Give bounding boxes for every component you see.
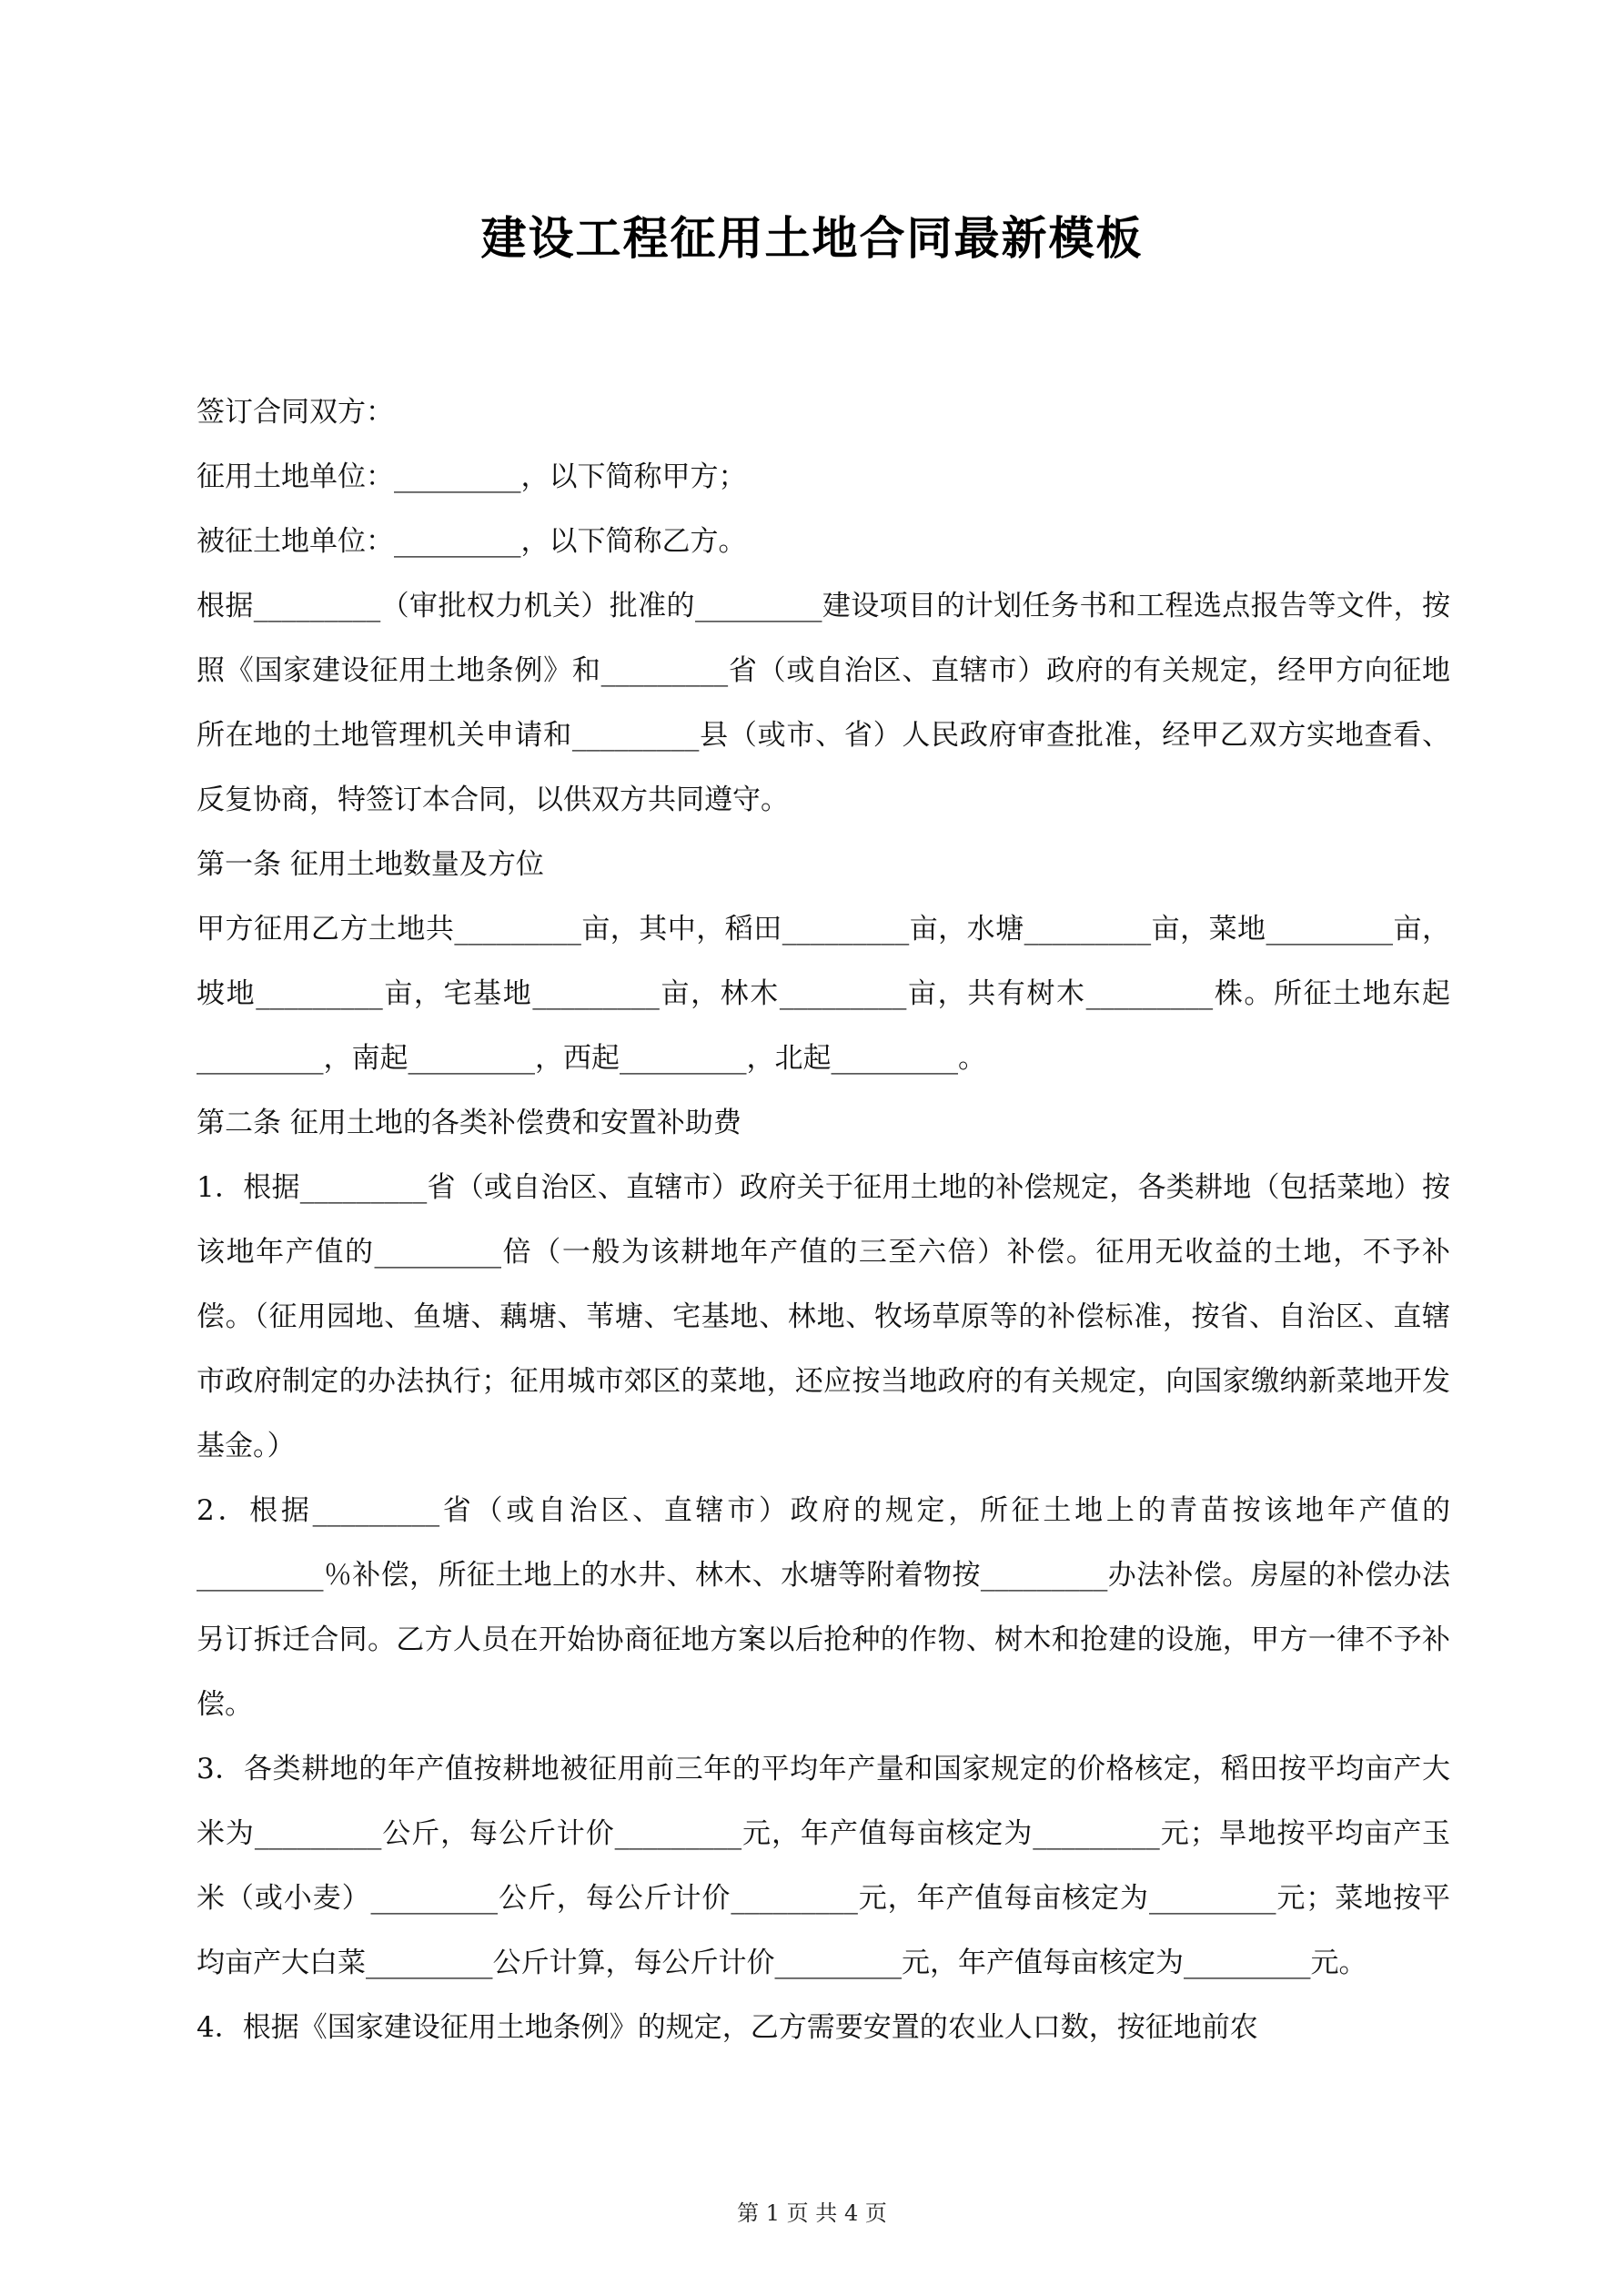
article-1-heading: 第一条 征用土地数量及方位 xyxy=(197,848,544,881)
article-2-clause-4: 4．根据《国家建设征用土地条例》的规定，乙方需要安置的农业人口数，按征地前农 xyxy=(197,2011,1258,2044)
article-2-clause-1: 1．根据_________省（或自治区、直辖市）政府关于征用土地的补偿规定，各类耕地（包括菜地）按该地年产值的_________倍（一般为该耕地年产值的三至六倍）补偿。征用无收益的土地，不予补偿。（征用园地、鱼塘、藕塘、苇塘、宅基地、林地、牧场草原等的补偿标准，按省、自治区、直辖市政府制定的办法执行；征用城市郊区的菜地，还应按当地政府的有关规定，向国家缴纳新菜地开发基金。） xyxy=(197,1171,1450,1462)
article-2-clause-2: 2．根据_________省（或自治区、直辖市）政府的规定，所征土地上的青苗按该地年产值的_________％补偿，所征土地上的水井、林木、水塘等附着物按_________办法补偿。房屋的补偿办法另订拆迁合同。乙方人员在开始协商征地方案以后抢种的作物、树木和抢建的设施，甲方一律不予补偿。 xyxy=(197,1494,1450,1721)
preamble-paragraph: 根据_________（审批权力机关）批准的_________建设项目的计划任务书和工程选点报告等文件，按照《国家建设征用土地条例》和_________省（或自治区、直辖市）政府的有关规定，经甲方向征地所在地的土地管理机关申请和_________县（或市、省）人民政府审查批准，经甲乙双方实地查看、反复协商，特签订本合同，以供双方共同遵守。 xyxy=(197,590,1450,816)
party-a-line: 征用土地单位：_________，以下简称甲方； xyxy=(197,460,747,493)
parties-heading: 签订合同双方： xyxy=(197,396,394,429)
article-1-paragraph: 甲方征用乙方土地共_________亩，其中，稻田_________亩，水塘_________亩，菜地_________亩，坡地_________亩，宅基地_________亩，林木_________亩，共有树木_________株。所征土地东起_________，南起_________，西起_________，北起_________。 xyxy=(197,913,1450,1075)
article-2-heading: 第二条 征用土地的各类补偿费和安置补助费 xyxy=(197,1107,741,1139)
party-b-line: 被征土地单位：_________，以下简称乙方。 xyxy=(197,525,747,558)
document-title: 建设工程征用土地合同最新模板 xyxy=(480,211,1144,265)
page-footer: 第 1 页 共 4 页 xyxy=(737,2200,887,2226)
document-body xyxy=(197,380,1450,2060)
article-2-clause-3: 3．各类耕地的年产值按耕地被征用前三年的平均年产量和国家规定的价格核定，稻田按平均亩产大米为_________公斤，每公斤计价_________元，年产值每亩核定为_________元；旱地按平均亩产玉米（或小麦）_________公斤，每公斤计价_________元，年产值每亩核定为_________元；菜地按平均亩产大白菜_________公斤计算，每公斤计价_________元，年产值每亩核定为_________元。 xyxy=(197,1753,1450,1979)
